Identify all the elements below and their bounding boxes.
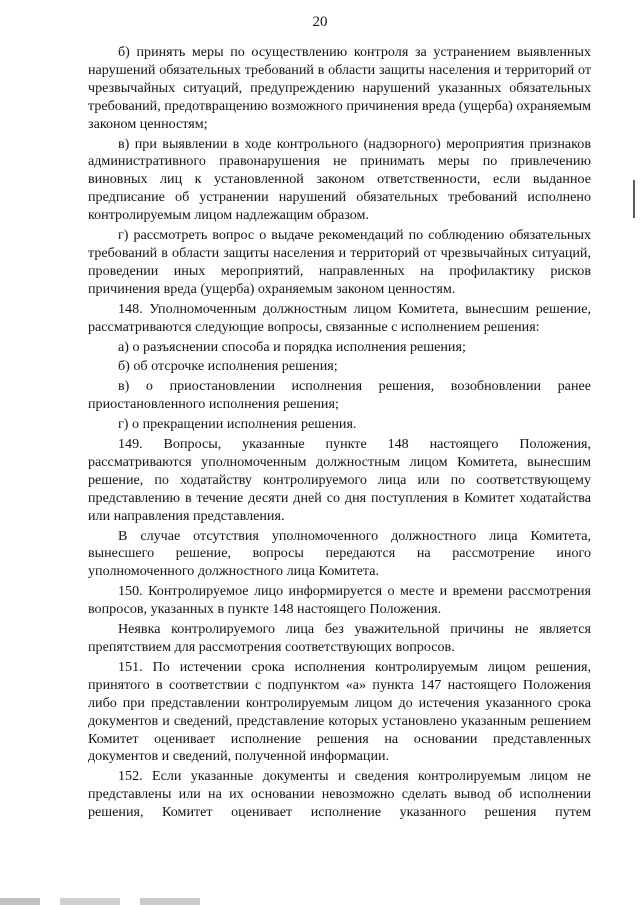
paragraph-g-recommendations: г) рассмотреть вопрос о выдаче рекомендаций по соблюдению обязательных требований в области защиты населения и территорий от чрезвычайных ситуаций, проведении иных мероприятий, направленных на профилактику рисков причинения вреда (ущерба) охраняемым законом ценностям.: [88, 227, 591, 297]
document-body: [88, 44, 591, 824]
paragraph-149: 149. Вопросы, указанные пункте 148 настоящего Положения, рассматриваются уполномоченным должностным лицом Комитета, вынесшим решение, по ходатайству контролируемого лица или по соответствующему представлению в течение десяти дней со дня поступления в Комитет ходатайства или направления представления.: [88, 436, 591, 524]
list-item-g: г) о прекращении исполнения решения.: [118, 416, 357, 433]
paragraph-150: 150. Контролируемое лицо информируется о месте и времени рассмотрения вопросов, указанных в пункте 148 настоящего Положения.: [88, 583, 591, 618]
paragraph-148: 148. Уполномоченным должностным лицом Комитета, вынесшим решение, рассматриваются следующие вопросы, связанные с исполнением решения:: [88, 300, 591, 335]
paragraph-150-absence: Неявка контролируемого лица без уважительной причины не является препятствием для рассмотрения соответствующих вопросов.: [88, 621, 591, 655]
list-item-b: б) об отсрочке исполнения решения;: [118, 358, 338, 375]
list-item-a: а) о разъяснении способа и порядка исполнения решения;: [118, 338, 466, 355]
scan-bottom-bleed: [0, 898, 300, 905]
scan-margin-mark: [633, 180, 635, 218]
paragraph-152: 152. Если указанные документы и сведения контролируемым лицом не представлены или на их основании невозможно сделать вывод об исполнении решения, Комитет оценивает исполнение указанного решения путем: [88, 768, 591, 821]
page-number: 20: [312, 14, 328, 30]
paragraph-v-no-liability: в) при выявлении в ходе контрольного (надзорного) мероприятия признаков административного правонарушения не принимать меры по привлечению виновных лиц к установленной законом ответственности, если выданное предписание об устранении нарушений обязательных требований исполнено контролируемым лицом надлежащим образом.: [88, 135, 591, 224]
paragraph-149-absence: В случае отсутствия уполномоченного должностного лица Комитета, вынесшего решение, вопросы передаются на рассмотрение иного уполномоченного должностного лица Комитета.: [88, 527, 591, 580]
paragraph-b-measures: б) принять меры по осуществлению контроля за устранением выявленных нарушений обязательных требований в области защиты населения и территорий от чрезвычайных ситуаций, предупреждению нарушений указанных обязательных требований, предотвращению возможного причинения вреда (ущерба) охраняемым законом ценностям;: [88, 44, 591, 132]
paragraph-151: 151. По истечении срока исполнения контролируемым лицом решения, принятого в соответствии с подпунктом «а» пункта 147 настоящего Положения либо при представлении контролируемым лицом до истечения указанного срока документов и сведений, представление которых установлено указанным решением Комитет оценивает исполнение решения на основании представленных документов и сведений, полученной информации.: [88, 658, 591, 765]
list-item-v: в) о приостановлении исполнения решения, возобновлении ранее приостановленного исполнения решения;: [88, 378, 591, 413]
